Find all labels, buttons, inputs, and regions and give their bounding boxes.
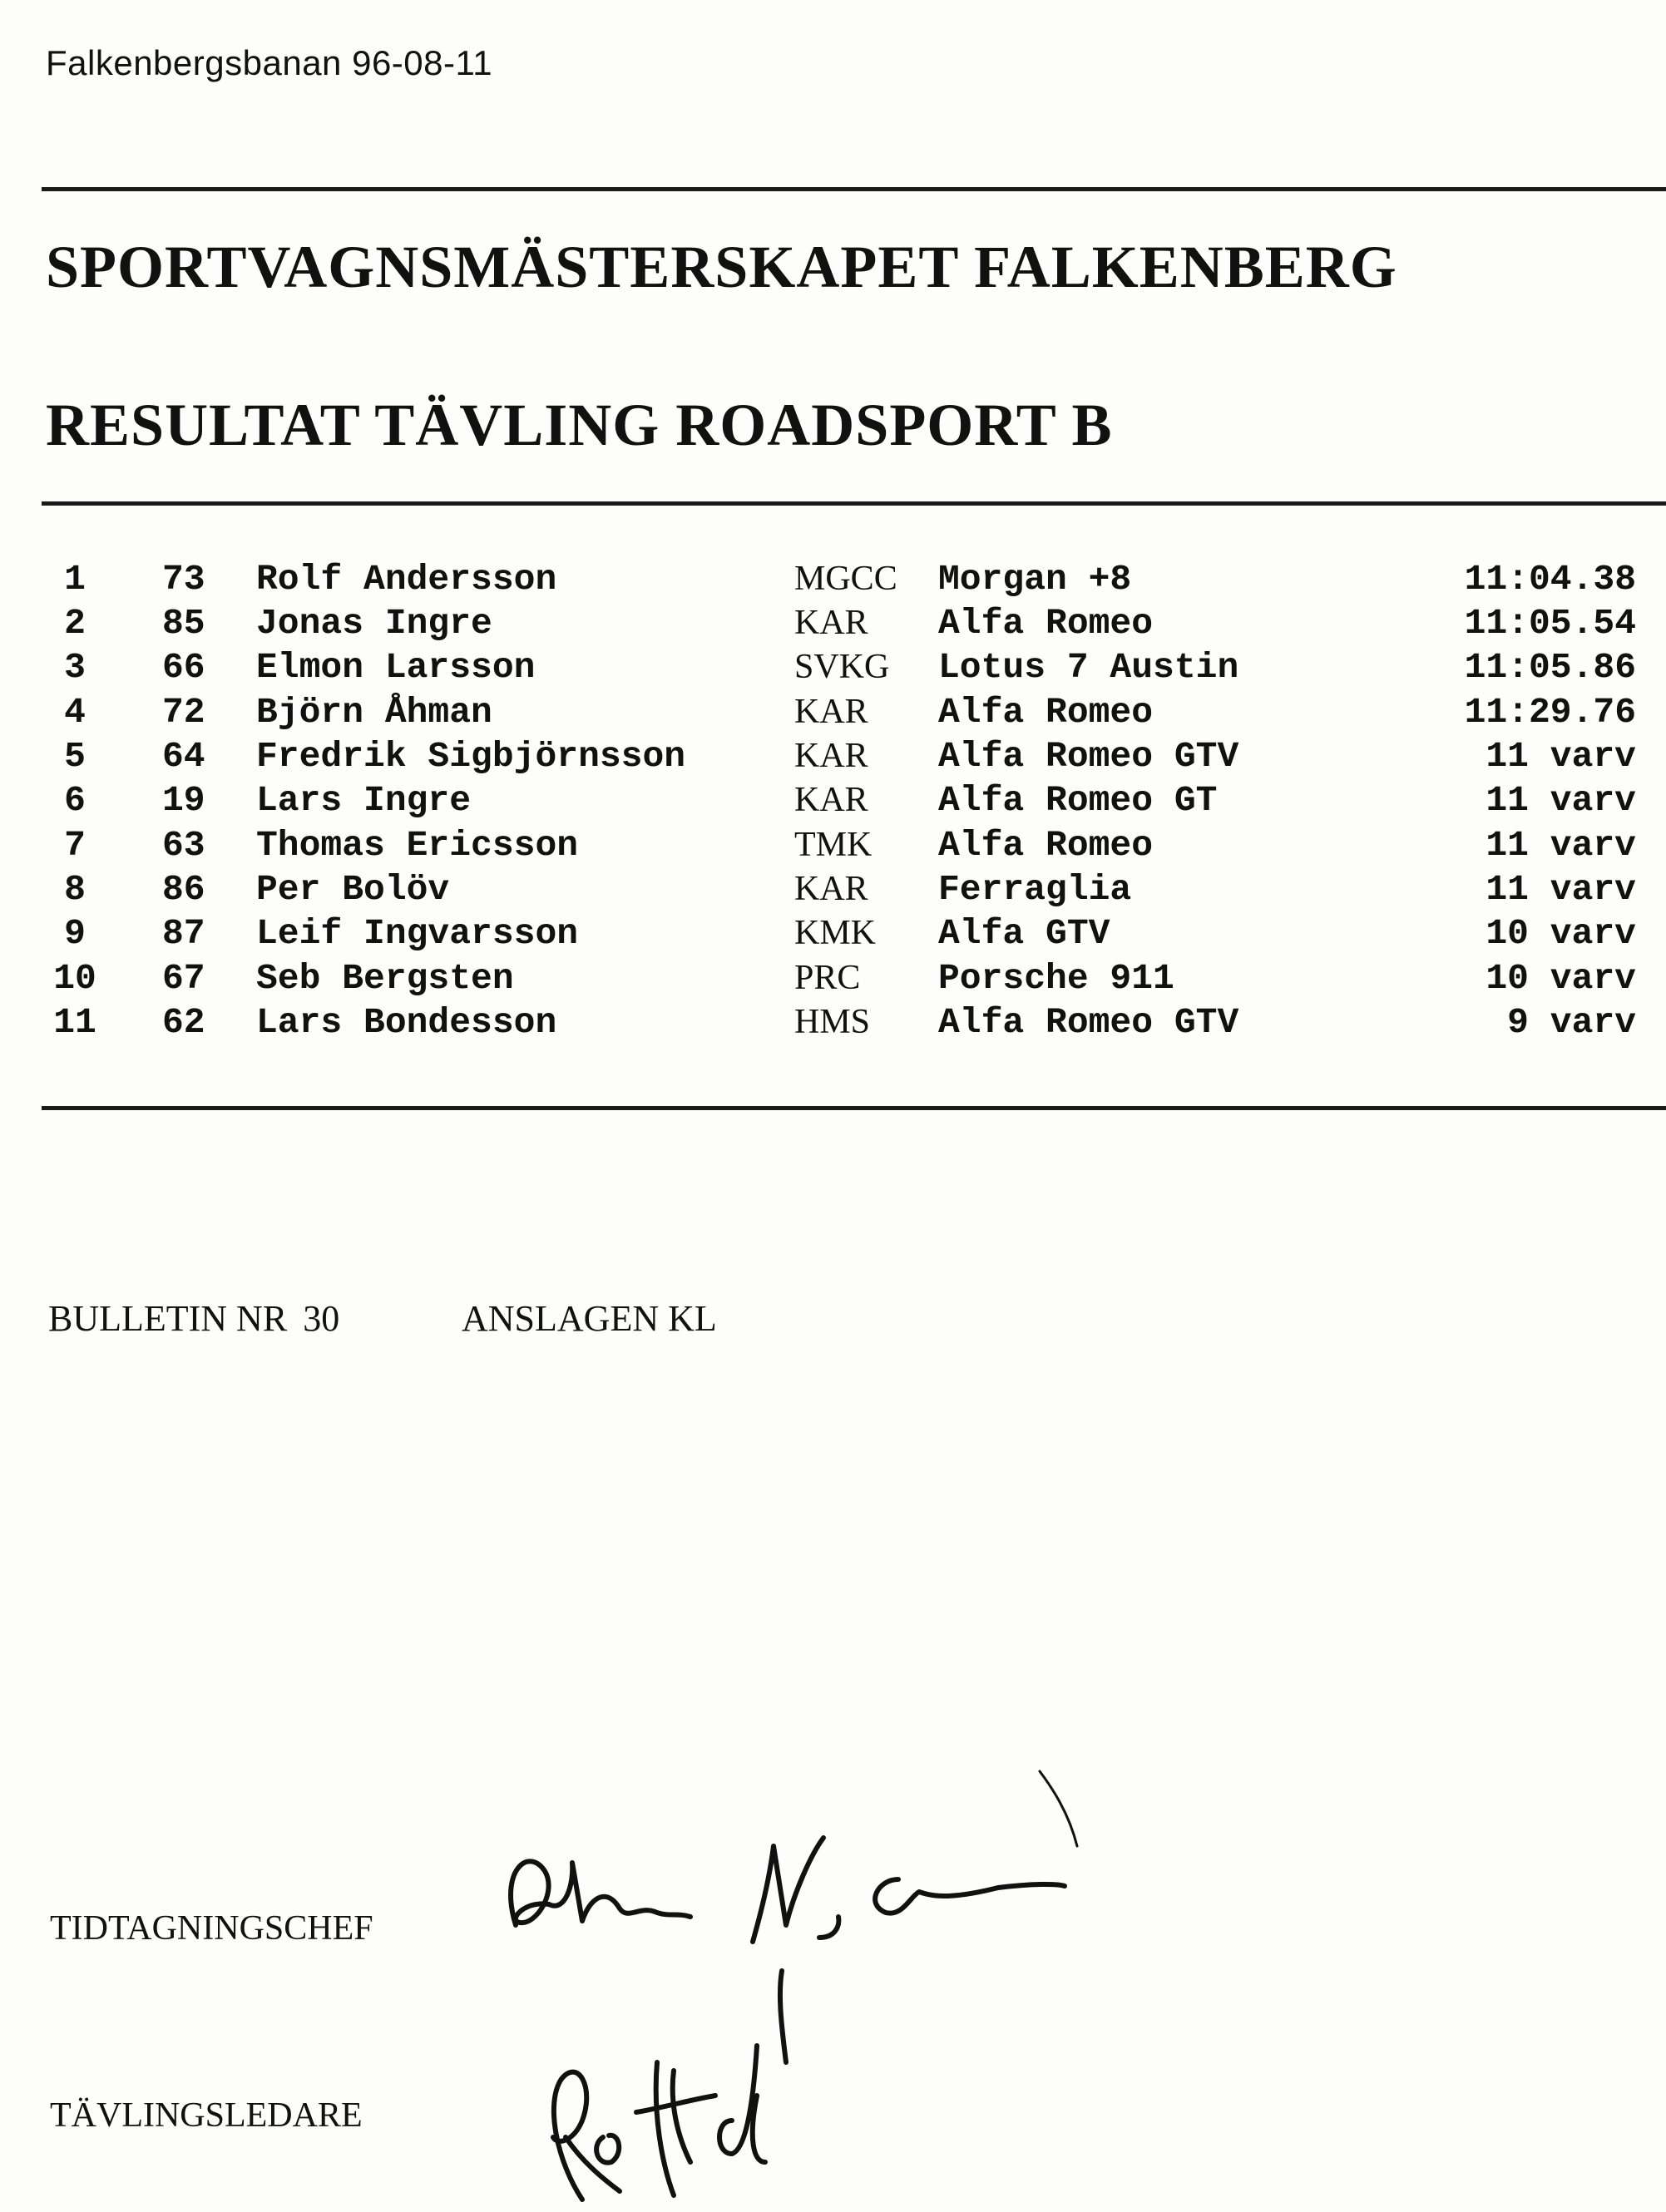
car-model: Porsche 911 — [938, 958, 1174, 999]
result: 11:05.54 — [1464, 603, 1636, 644]
position: 3 — [64, 647, 86, 688]
result-row — [0, 780, 1666, 825]
race-title: RESULTAT TÄVLING ROADSPORT B — [46, 392, 1113, 458]
car-number: 67 — [162, 958, 205, 999]
result-row — [0, 913, 1666, 958]
club: KMK — [794, 914, 877, 952]
car-model: Alfa Romeo — [938, 825, 1154, 866]
result-row — [0, 692, 1666, 737]
position: 1 — [64, 559, 86, 600]
car-number: 19 — [162, 780, 205, 821]
position: 2 — [64, 603, 86, 644]
club: TMK — [794, 826, 873, 864]
driver-name: Elmon Larsson — [256, 647, 536, 688]
driver-name: Rolf Andersson — [256, 559, 557, 600]
result-row — [0, 1002, 1666, 1047]
driver-name: Lars Bondesson — [256, 1002, 557, 1043]
result-row — [0, 603, 1666, 648]
club: KAR — [794, 870, 868, 908]
club: MGCC — [794, 560, 897, 598]
car-model: Alfa GTV — [938, 913, 1110, 954]
result-row — [0, 647, 1666, 692]
car-number: 63 — [162, 825, 205, 866]
position: 9 — [64, 913, 86, 954]
car-number: 87 — [162, 913, 205, 954]
driver-name: Per Bolöv — [256, 869, 450, 910]
result-row — [0, 825, 1666, 870]
handwritten-signatures — [466, 1746, 1281, 2212]
car-number: 64 — [162, 736, 205, 777]
position: 7 — [64, 825, 86, 866]
driver-name: Thomas Ericsson — [256, 825, 579, 866]
car-model: Alfa Romeo GTV — [938, 1002, 1239, 1043]
results-top-rule — [42, 501, 1666, 506]
driver-name: Leif Ingvarsson — [256, 913, 579, 954]
car-model: Alfa Romeo — [938, 603, 1154, 644]
position: 8 — [64, 869, 86, 910]
car-number: 72 — [162, 692, 205, 733]
championship-title: SPORTVAGNSMÄSTERSKAPET FALKENBERG — [46, 234, 1397, 300]
car-number: 85 — [162, 603, 205, 644]
result: 11 varv — [1486, 780, 1636, 821]
car-model: Morgan +8 — [938, 559, 1132, 600]
club: SVKG — [794, 648, 890, 686]
result: 10 varv — [1486, 913, 1636, 954]
car-model: Ferraglia — [938, 869, 1132, 910]
position: 11 — [53, 1002, 96, 1043]
result-row — [0, 559, 1666, 604]
club: KAR — [794, 604, 868, 642]
car-number: 73 — [162, 559, 205, 600]
driver-name: Lars Ingre — [256, 780, 472, 821]
club: PRC — [794, 959, 861, 997]
driver-name: Seb Bergsten — [256, 958, 514, 999]
timing-chief-label: TIDTAGNINGSCHEF — [50, 1909, 373, 1948]
car-number: 86 — [162, 869, 205, 910]
club: KAR — [794, 737, 868, 775]
bulletin-value: 30 — [303, 1298, 340, 1339]
result: 11:29.76 — [1464, 692, 1636, 733]
results-bottom-rule — [42, 1106, 1666, 1110]
result: 11 varv — [1486, 869, 1636, 910]
driver-name: Björn Åhman — [256, 692, 492, 733]
result: 11:04.38 — [1464, 559, 1636, 600]
position: 5 — [64, 736, 86, 777]
result-row — [0, 958, 1666, 1003]
car-number: 66 — [162, 647, 205, 688]
result-row — [0, 869, 1666, 914]
car-model: Alfa Romeo GTV — [938, 736, 1239, 777]
result: 9 varv — [1507, 1002, 1636, 1043]
car-number: 62 — [162, 1002, 205, 1043]
club: HMS — [794, 1003, 871, 1041]
race-director-label: TÄVLINGSLEDARE — [50, 2096, 363, 2135]
position: 6 — [64, 780, 86, 821]
club: KAR — [794, 781, 868, 819]
bulletin-number — [48, 1297, 339, 1340]
result: 10 varv — [1486, 958, 1636, 999]
top-rule — [42, 187, 1666, 191]
driver-name: Jonas Ingre — [256, 603, 492, 644]
position: 4 — [64, 692, 86, 733]
result-row — [0, 736, 1666, 781]
result: 11 varv — [1486, 825, 1636, 866]
driver-name: Fredrik Sigbjörnsson — [256, 736, 686, 777]
club: KAR — [794, 693, 868, 731]
car-model: Alfa Romeo GT — [938, 780, 1218, 821]
result: 11:05.86 — [1464, 647, 1636, 688]
posted-time-label: ANSLAGEN KL — [462, 1298, 717, 1339]
location-date: Falkenbergsbanan 96-08-11 — [46, 43, 493, 82]
position: 10 — [53, 958, 96, 999]
result: 11 varv — [1486, 736, 1636, 777]
bulletin-label: BULLETIN NR — [48, 1298, 288, 1339]
car-model: Alfa Romeo — [938, 692, 1154, 733]
car-model: Lotus 7 Austin — [938, 647, 1239, 688]
